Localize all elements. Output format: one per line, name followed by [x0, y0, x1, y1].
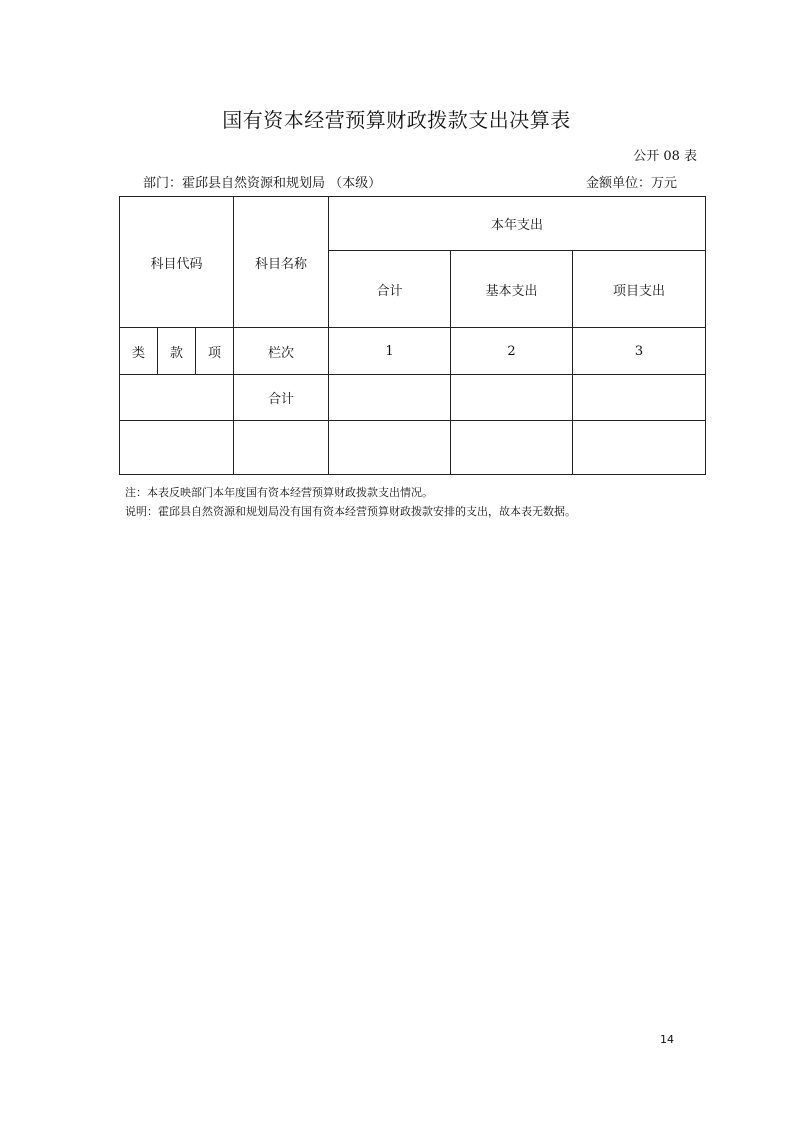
- page-number: 14: [660, 1033, 674, 1046]
- row-index-label: 栏次: [234, 328, 329, 375]
- empty-cell: [573, 421, 706, 475]
- form-number: 公开 08 表: [633, 149, 697, 164]
- sub-lei: 类: [120, 328, 158, 375]
- empty-row: [120, 421, 706, 475]
- header-project: 项目支出: [573, 251, 706, 328]
- empty-cell: [451, 421, 573, 475]
- header-basic: 基本支出: [451, 251, 573, 328]
- header-total: 合计: [329, 251, 451, 328]
- header-code: 科目代码: [120, 197, 234, 328]
- total-row: [120, 375, 706, 421]
- index-2: 2: [451, 328, 573, 375]
- page-title: 国有资本经营预算财政拨款支出决算表: [222, 108, 571, 132]
- index-row: [120, 328, 706, 375]
- department-label: 部门：霍邱县自然资源和规划局 （本级）: [143, 176, 382, 191]
- empty-cell: [329, 421, 451, 475]
- total-label: 合计: [234, 375, 329, 421]
- expenditure-table: [119, 196, 706, 475]
- total-code-cell: [120, 375, 234, 421]
- sub-xiang: 项: [196, 328, 234, 375]
- unit-label: 金额单位：万元: [586, 176, 678, 191]
- project-value: [573, 375, 706, 421]
- index-3: 3: [573, 328, 706, 375]
- header-row-1: [120, 197, 706, 251]
- basic-value: [451, 375, 573, 421]
- index-1: 1: [329, 328, 451, 375]
- sub-kuan: 款: [158, 328, 196, 375]
- explanation-text: 说明：霍邱县自然资源和规划局没有国有资本经营预算财政拨款安排的支出，故本表无数据。: [125, 505, 576, 518]
- note-text: 注：本表反映部门本年度国有资本经营预算财政拨款支出情况。: [125, 486, 433, 499]
- empty-cell: [120, 421, 234, 475]
- header-name: 科目名称: [234, 197, 329, 328]
- empty-cell: [234, 421, 329, 475]
- header-expense: 本年支出: [329, 197, 706, 251]
- total-value: [329, 375, 451, 421]
